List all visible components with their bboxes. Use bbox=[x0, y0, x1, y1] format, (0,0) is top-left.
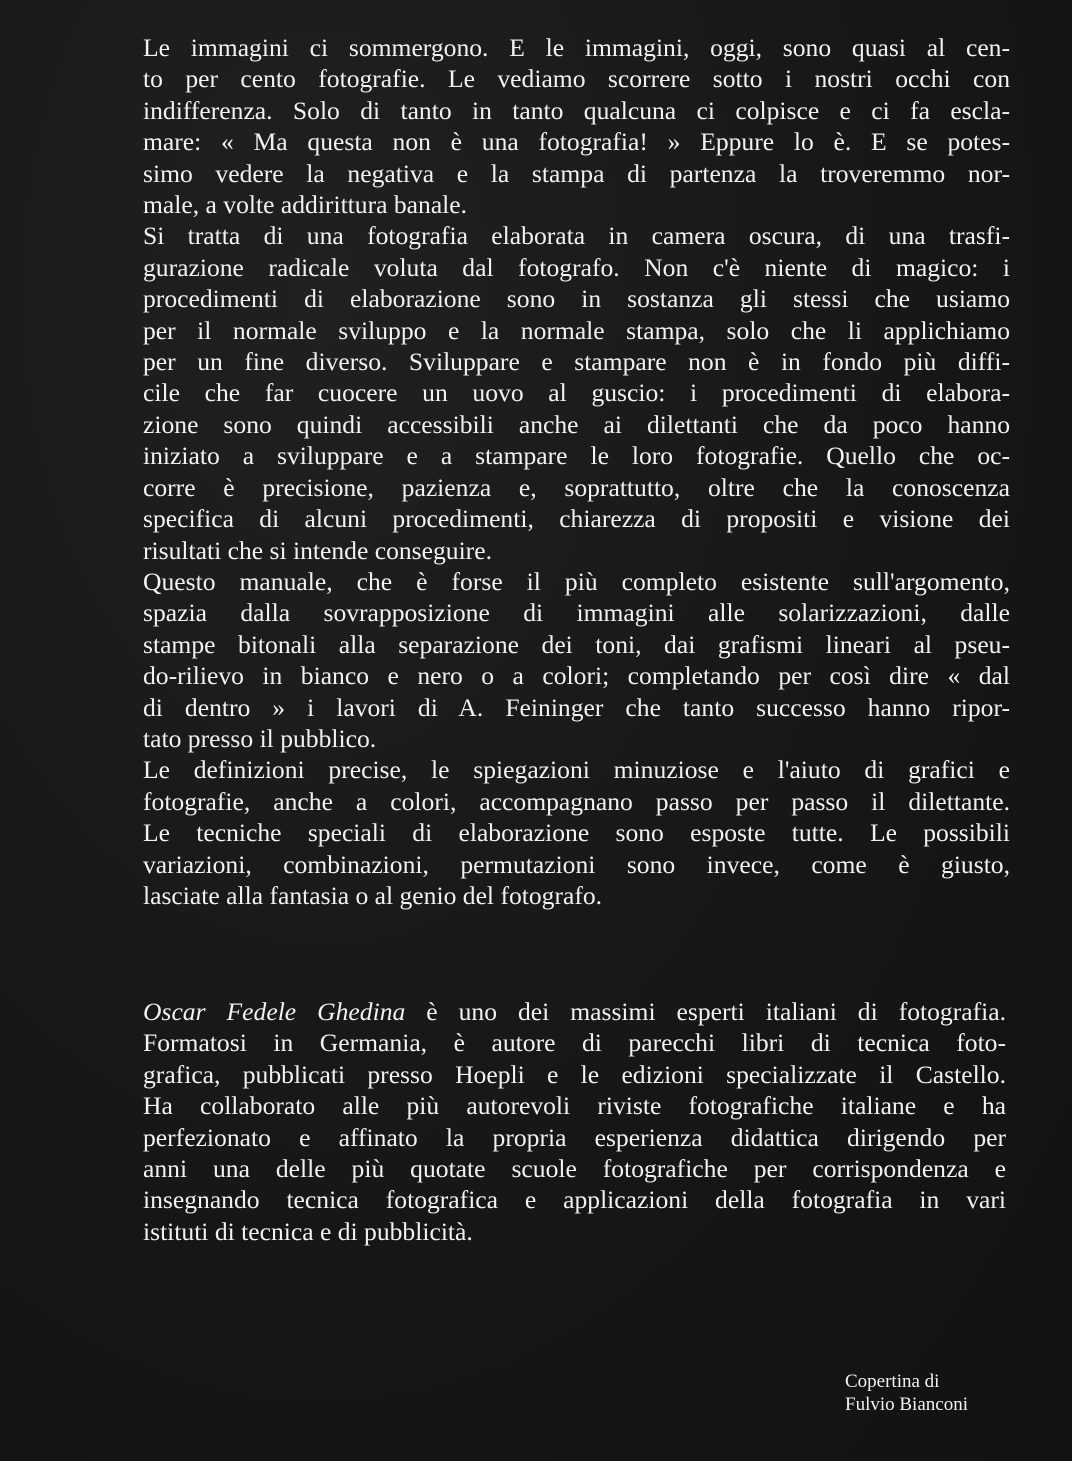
bio-first-line-text: è uno dei massimi esperti italiani di fotografia. bbox=[405, 997, 1006, 1026]
author-bio bbox=[143, 996, 1006, 1247]
text-line: cile che far cuocere un uovo al guscio: i procedimenti di elabora- bbox=[143, 378, 1010, 408]
book-blurb bbox=[143, 32, 1010, 911]
cover-credit bbox=[845, 1370, 968, 1416]
text-line: grafica, pubblicati presso Hoepli e le edizioni specializzate il Castello. bbox=[143, 1059, 1006, 1089]
blurb-paragraph bbox=[143, 32, 1010, 220]
text-line: procedimenti di elaborazione sono in sostanza gli stessi che usiamo bbox=[143, 284, 1010, 314]
text-line: insegnando tecnica fotografica e applicazioni della fotografia in vari bbox=[143, 1185, 1006, 1215]
credit-designer: Fulvio Bianconi bbox=[845, 1394, 968, 1415]
blurb-paragraph bbox=[143, 220, 1010, 565]
text-line: tato presso il pubblico. bbox=[143, 723, 377, 753]
text-line: to per cento fotografie. Le vediamo scorrere sotto i nostri occhi con bbox=[143, 64, 1010, 94]
text-line: gurazione radicale voluta dal fotografo. Non c'è niente di magico: i bbox=[143, 252, 1010, 282]
text-line: male, a volte addirittura banale. bbox=[143, 190, 468, 220]
author-name: Oscar Fedele Ghedina bbox=[143, 997, 406, 1026]
text-line: per un fine diverso. Sviluppare e stampare non è in fondo più diffi- bbox=[143, 347, 1010, 377]
text-line: di dentro » i lavori di A. Feininger che tanto successo hanno ripor- bbox=[143, 692, 1010, 722]
bio-paragraph bbox=[143, 996, 1006, 1247]
text-line: istituti di tecnica e di pubblicità. bbox=[143, 1216, 473, 1246]
text-line: Ha collaborato alle più autorevoli riviste fotografiche italiane e ha bbox=[143, 1091, 1006, 1121]
text-line: spazia dalla sovrapposizione di immagini alle solarizzazioni, dalle bbox=[143, 598, 1010, 628]
text-line: Le definizioni precise, le spiegazioni minuziose e l'aiuto di grafici e bbox=[143, 755, 1010, 785]
text-line: Formatosi in Germania, è autore di parecchi libri di tecnica foto- bbox=[143, 1028, 1006, 1058]
blurb-paragraph bbox=[143, 566, 1010, 754]
credit-label: Copertina di bbox=[845, 1371, 940, 1392]
text-line: risultati che si intende conseguire. bbox=[143, 535, 492, 565]
text-line: specifica di alcuni procedimenti, chiarezza di propositi e visione dei bbox=[143, 504, 1010, 534]
text-line: per il normale sviluppo e la normale stampa, solo che li applichiamo bbox=[143, 315, 1010, 345]
text-line bbox=[143, 996, 1006, 1027]
text-line: corre è precisione, pazienza e, soprattutto, oltre che la conoscenza bbox=[143, 472, 1010, 502]
text-line: iniziato a sviluppare e a stampare le loro fotografie. Quello che oc- bbox=[143, 441, 1010, 471]
text-line: anni una delle più quotate scuole fotografiche per corrispondenza e bbox=[143, 1154, 1006, 1184]
text-line: Le immagini ci sommergono. E le immagini, oggi, sono quasi al cen- bbox=[143, 33, 1010, 62]
text-line: indifferenza. Solo di tanto in tanto qualcuna ci colpisce e ci fa escla- bbox=[143, 95, 1010, 125]
text-line: lasciate alla fantasia o al genio del fotografo. bbox=[143, 880, 603, 910]
text-line: Questo manuale, che è forse il più completo esistente sull'argomento, bbox=[143, 566, 1010, 596]
text-line: Le tecniche speciali di elaborazione sono esposte tutte. Le possibili bbox=[143, 818, 1010, 848]
text-line: Si tratta di una fotografia elaborata in camera oscura, di una trasfi- bbox=[143, 221, 1010, 251]
blurb-paragraph bbox=[143, 754, 1010, 911]
text-line: stampe bitonali alla separazione dei toni, dai grafismi lineari al pseu- bbox=[143, 629, 1010, 659]
text-line: variazioni, combinazioni, permutazioni sono invece, come è giusto, bbox=[143, 849, 1010, 879]
text-line: perfezionato e affinato la propria esperienza didattica dirigendo per bbox=[143, 1122, 1006, 1152]
text-line: fotografie, anche a colori, accompagnano passo per passo il dilettante. bbox=[143, 786, 1010, 816]
text-line: simo vedere la negativa e la stampa di partenza la troveremmo nor- bbox=[143, 158, 1010, 188]
text-line: do-rilievo in bianco e nero o a colori; completando per così dire « dal bbox=[143, 661, 1010, 691]
text-line: mare: « Ma questa non è una fotografia! » Eppure lo è. E se potes- bbox=[143, 127, 1010, 157]
text-line: zione sono quindi accessibili anche ai dilettanti che da poco hanno bbox=[143, 409, 1010, 439]
